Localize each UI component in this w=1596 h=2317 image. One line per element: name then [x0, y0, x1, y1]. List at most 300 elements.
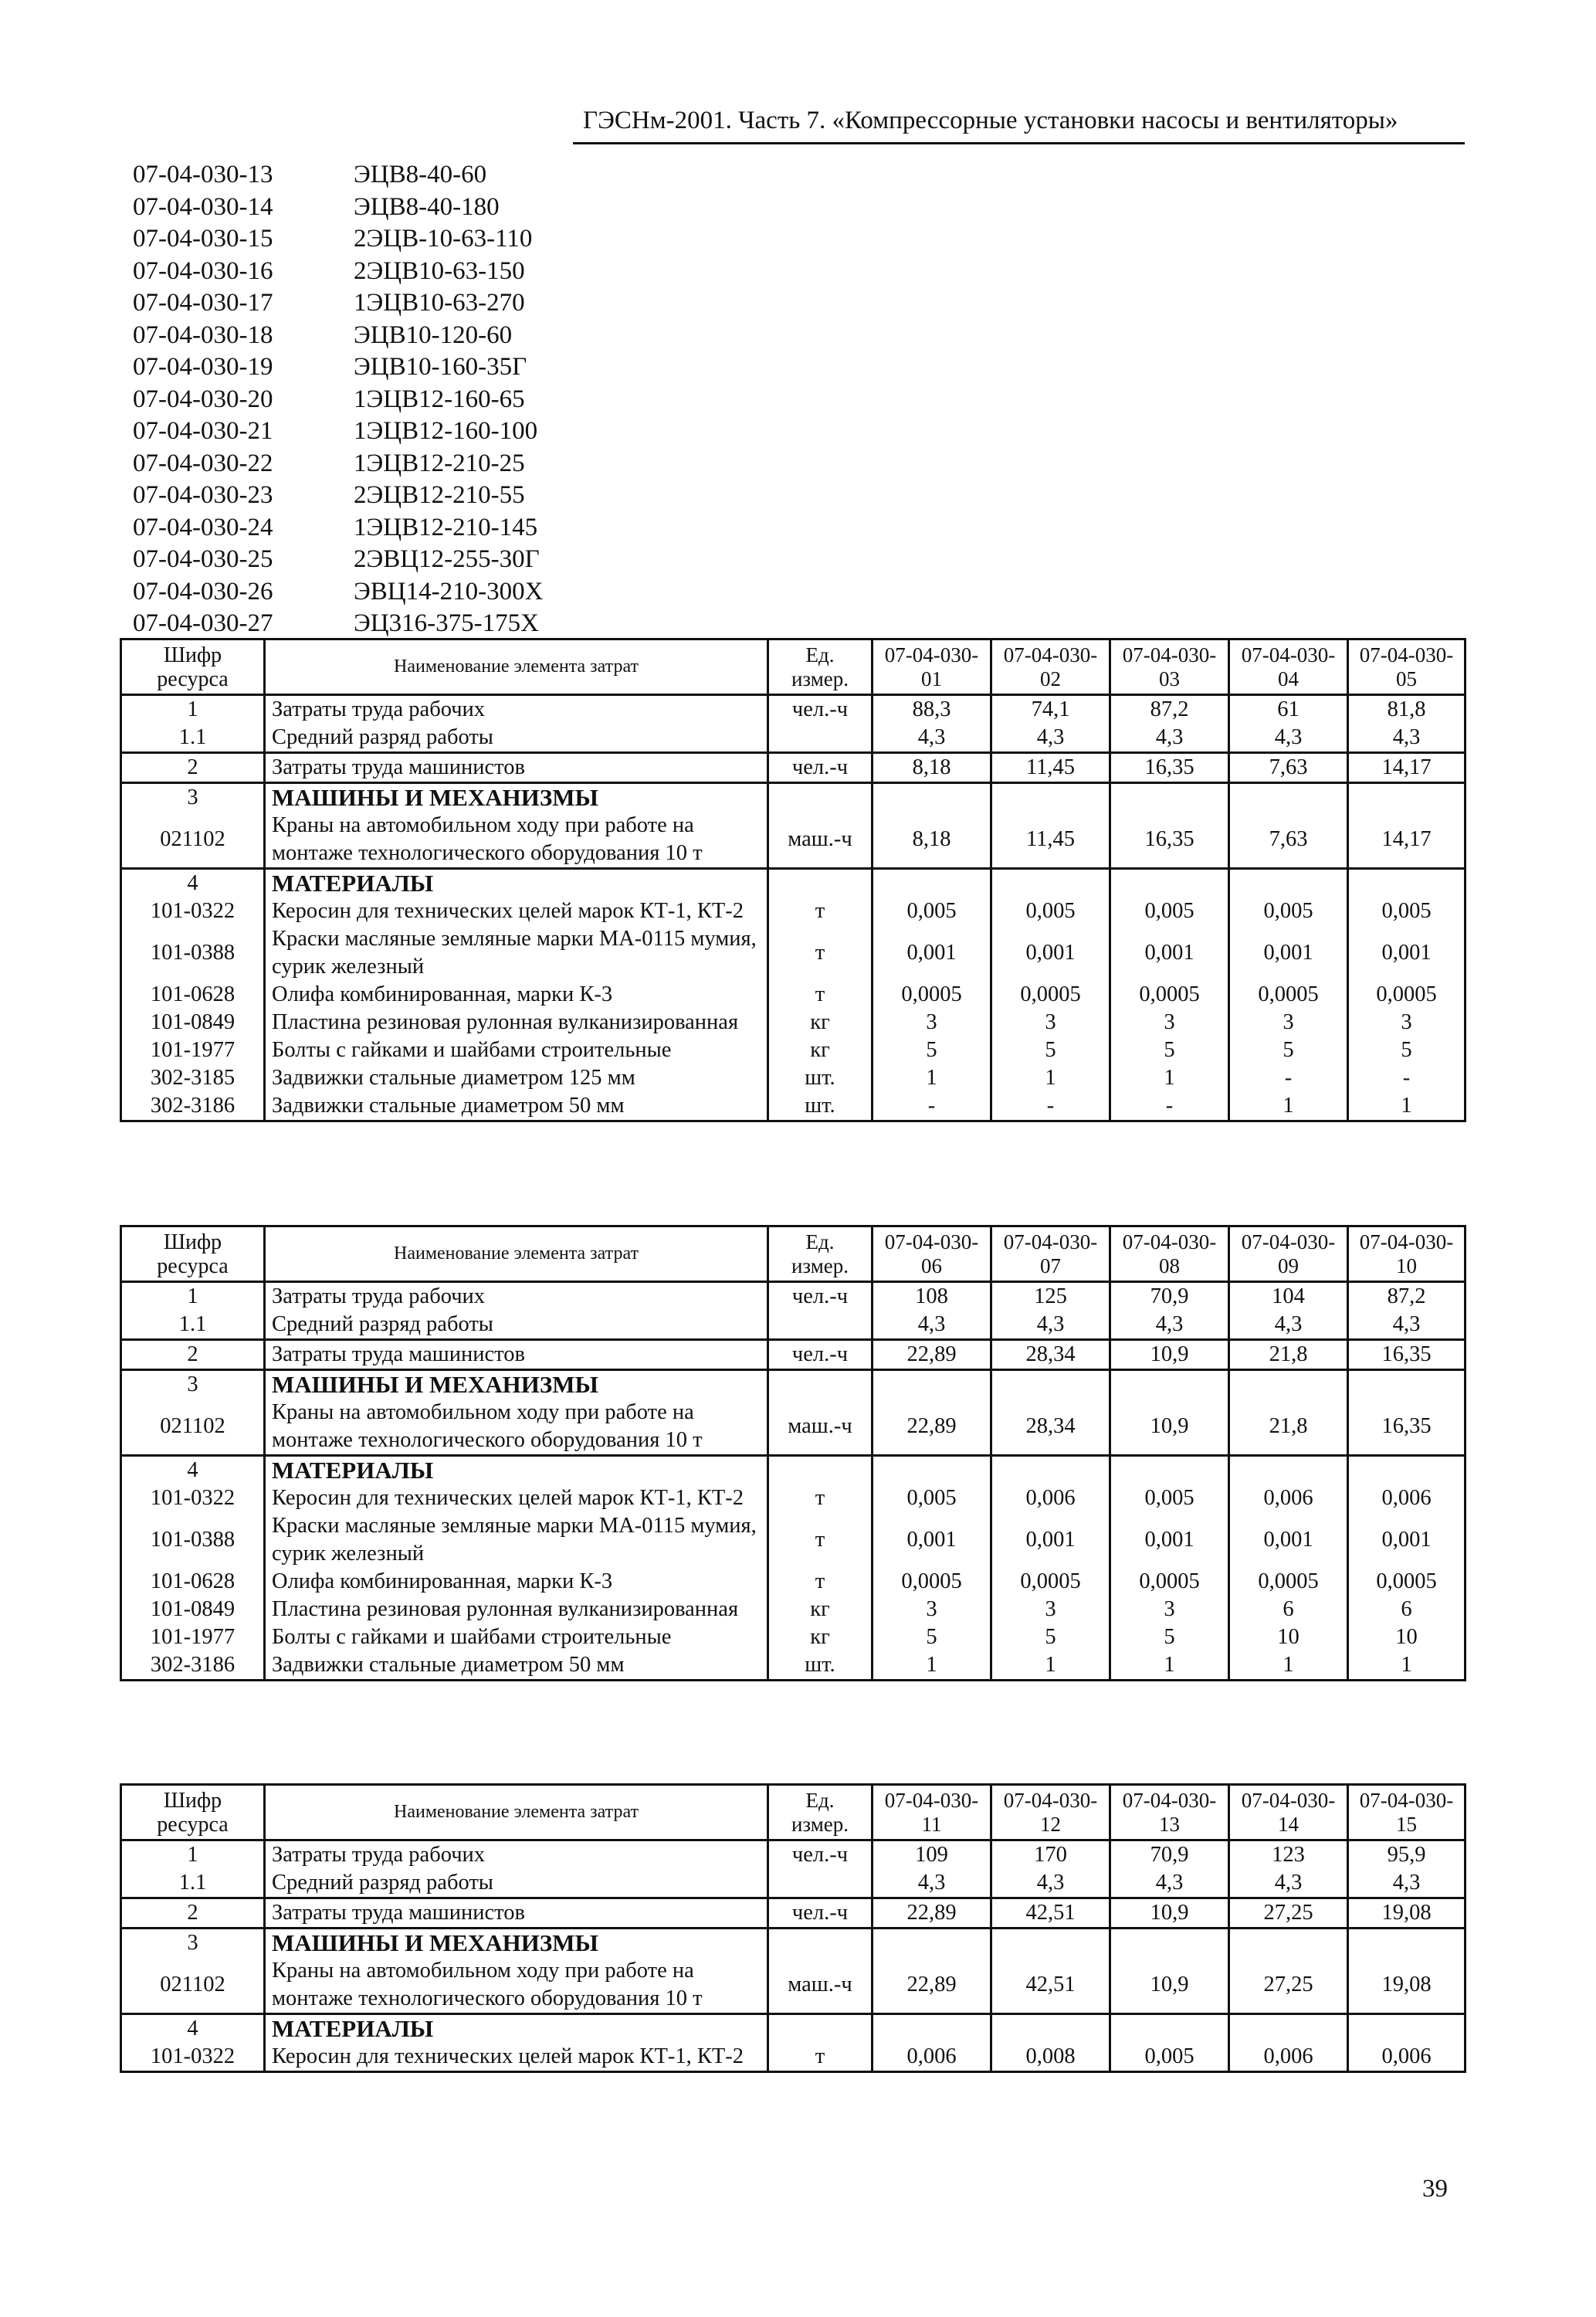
- table-header-row: [121, 1785, 1466, 1840]
- value-cell: 5: [991, 1623, 1110, 1651]
- value-cell: 0,005: [873, 1484, 991, 1512]
- cost-element-name: Краны на автомобильном ходу при работе на монтаже технологического оборудования 10 т: [265, 1957, 768, 2014]
- cost-element-name: Задвижки стальные диаметром 50 мм: [265, 1092, 768, 1121]
- unit: [768, 1311, 873, 1340]
- value-cell: 0,006: [873, 2043, 991, 2072]
- header-column-code: 07-04-030-06: [873, 1226, 991, 1282]
- value-cell: 5: [1110, 1036, 1229, 1064]
- item-name: 2ЭЦВ10-63-150: [354, 256, 525, 285]
- item-code: 07-04-030-17: [133, 289, 273, 317]
- value-cell: 88,3: [873, 695, 991, 724]
- value-cell: 42,51: [991, 1957, 1110, 2014]
- item-name: ЭЦВ10-160-35Г: [354, 353, 527, 382]
- value-cell: 125: [991, 1282, 1110, 1311]
- table-row: [121, 1957, 1466, 2014]
- resource-code: 021102: [121, 1399, 265, 1456]
- value-cell: 4,3: [1110, 724, 1229, 753]
- value-cell: 11,45: [991, 753, 1110, 783]
- value-cell: 0,001: [1110, 925, 1229, 981]
- empty-cell: [873, 1929, 991, 1958]
- item-name: 2ЭВЦ12-255-30Г: [354, 545, 540, 574]
- value-cell: 19,08: [1348, 1898, 1466, 1929]
- value-cell: 0,001: [1229, 925, 1348, 981]
- empty-cell: [1229, 1456, 1348, 1485]
- section-row: [121, 783, 1466, 812]
- value-cell: 0,001: [991, 1512, 1110, 1568]
- cost-element-name: Затраты труда рабочих: [265, 695, 768, 724]
- empty-cell: [1348, 869, 1466, 898]
- value-cell: 5: [1229, 1036, 1348, 1064]
- table-row: [121, 1064, 1466, 1092]
- header-column-code: 07-04-030-09: [1229, 1226, 1348, 1282]
- code-list-item: [133, 192, 543, 224]
- value-cell: 4,3: [1110, 1869, 1229, 1898]
- empty-cell: [1229, 1370, 1348, 1399]
- table-row: [121, 1282, 1466, 1311]
- section-row: [121, 1929, 1466, 1958]
- value-cell: 4,3: [873, 1869, 991, 1898]
- code-list-item: [133, 608, 543, 640]
- section-row: [121, 2014, 1466, 2044]
- item-code: 07-04-030-14: [133, 192, 273, 221]
- code-list-item: [133, 512, 543, 544]
- value-cell: 16,35: [1348, 1399, 1466, 1456]
- empty-cell: [873, 2014, 991, 2044]
- value-cell: 0,001: [1110, 1512, 1229, 1568]
- cost-element-name: Олифа комбинированная, марки К-3: [265, 1568, 768, 1596]
- value-cell: -: [1110, 1092, 1229, 1121]
- cost-element-name: Олифа комбинированная, марки К-3: [265, 981, 768, 1009]
- value-cell: 109: [873, 1840, 991, 1870]
- table-header-row: [121, 1226, 1466, 1282]
- unit: т: [768, 1512, 873, 1568]
- resource-code: 2: [121, 1340, 265, 1370]
- value-cell: 11,45: [991, 812, 1110, 869]
- section-row: [121, 1370, 1466, 1399]
- section-title: МАШИНЫ И МЕХАНИЗМЫ: [265, 1370, 768, 1399]
- empty-cell: [873, 783, 991, 812]
- value-cell: 14,17: [1348, 812, 1466, 869]
- cost-element-name: Краны на автомобильном ходу при работе на монтаже технологического оборудования 10 т: [265, 1399, 768, 1456]
- value-cell: 5: [873, 1623, 991, 1651]
- item-code: 07-04-030-13: [133, 161, 273, 189]
- table-row: [121, 1009, 1466, 1036]
- empty-cell: [1348, 1456, 1466, 1485]
- empty-cell: [991, 1456, 1110, 1485]
- cost-element-name: Пластина резиновая рулонная вулканизированная: [265, 1009, 768, 1036]
- item-name: 1ЭЦВ12-210-145: [354, 513, 538, 541]
- resource-code: 101-1977: [121, 1623, 265, 1651]
- table-row: [121, 897, 1466, 925]
- resource-code: 1: [121, 1282, 265, 1311]
- header-column-code: 07-04-030-14: [1229, 1785, 1348, 1840]
- item-name: ЭЦ316-375-175Х: [354, 609, 539, 638]
- value-cell: 42,51: [991, 1898, 1110, 1929]
- item-code: 07-04-030-26: [133, 577, 273, 606]
- empty-cell: [1229, 2014, 1348, 2044]
- unit: чел.-ч: [768, 753, 873, 783]
- value-cell: 1: [873, 1651, 991, 1681]
- empty-cell: [1110, 2014, 1229, 2044]
- empty-cell: [873, 869, 991, 898]
- item-name: 1ЭЦВ12-160-100: [354, 417, 538, 446]
- value-cell: 0,001: [873, 925, 991, 981]
- code-list-item: [133, 416, 543, 448]
- unit: маш.-ч: [768, 1399, 873, 1456]
- value-cell: 28,34: [991, 1399, 1110, 1456]
- cost-element-name: Средний разряд работы: [265, 1311, 768, 1340]
- value-cell: 6: [1348, 1596, 1466, 1623]
- value-cell: 0,001: [1229, 1512, 1348, 1568]
- item-code: 07-04-030-16: [133, 256, 273, 285]
- value-cell: 3: [873, 1009, 991, 1036]
- value-cell: 0,005: [991, 897, 1110, 925]
- value-cell: 10: [1348, 1623, 1466, 1651]
- value-cell: 87,2: [1110, 695, 1229, 724]
- unit: чел.-ч: [768, 1898, 873, 1929]
- value-cell: 7,63: [1229, 753, 1348, 783]
- value-cell: 0,0005: [1229, 1568, 1348, 1596]
- resource-code: 1.1: [121, 1311, 265, 1340]
- header-column-code: 07-04-030-08: [1110, 1226, 1229, 1282]
- code-list-item: [133, 480, 543, 512]
- code-list-item: [133, 287, 543, 320]
- cost-element-name: Задвижки стальные диаметром 125 мм: [265, 1064, 768, 1092]
- value-cell: 8,18: [873, 753, 991, 783]
- empty-cell: [991, 869, 1110, 898]
- table-row: [121, 1512, 1466, 1568]
- value-cell: 4,3: [991, 1869, 1110, 1898]
- resource-code: 021102: [121, 1957, 265, 2014]
- resource-code: 1: [121, 1840, 265, 1870]
- value-cell: 4,3: [1348, 1869, 1466, 1898]
- value-cell: -: [991, 1092, 1110, 1121]
- value-cell: 0,006: [991, 1484, 1110, 1512]
- empty-cell: [873, 1370, 991, 1399]
- resource-code: 1.1: [121, 1869, 265, 1898]
- resource-code: 2: [121, 1898, 265, 1929]
- unit: чел.-ч: [768, 695, 873, 724]
- cost-element-name: Средний разряд работы: [265, 1869, 768, 1898]
- value-cell: 4,3: [873, 1311, 991, 1340]
- header-column-code: 07-04-030-03: [1110, 639, 1229, 695]
- empty-cell: [1110, 1929, 1229, 1958]
- value-cell: 28,34: [991, 1340, 1110, 1370]
- header-name: Наименование элемента затрат: [265, 1785, 768, 1840]
- header-column-code: 07-04-030-07: [991, 1226, 1110, 1282]
- resource-code: 4: [121, 869, 265, 898]
- value-cell: 3: [991, 1009, 1110, 1036]
- empty-cell: [1110, 783, 1229, 812]
- table-row: [121, 1596, 1466, 1623]
- value-cell: 16,35: [1110, 753, 1229, 783]
- unit: т: [768, 981, 873, 1009]
- resource-table-1: [120, 638, 1466, 1122]
- header-unit: Ед. измер.: [768, 639, 873, 695]
- value-cell: 0,0005: [1110, 1568, 1229, 1596]
- header-code: Шифр ресурса: [121, 1785, 265, 1840]
- value-cell: 0,005: [1110, 2043, 1229, 2072]
- unit: шт.: [768, 1092, 873, 1121]
- resource-code: 1.1: [121, 724, 265, 753]
- empty-cell: [1229, 783, 1348, 812]
- value-cell: 3: [1110, 1009, 1229, 1036]
- header-column-code: 07-04-030-04: [1229, 639, 1348, 695]
- value-cell: 10: [1229, 1623, 1348, 1651]
- item-name: 1ЭЦВ12-210-25: [354, 449, 525, 477]
- value-cell: 0,0005: [1348, 981, 1466, 1009]
- unit: кг: [768, 1036, 873, 1064]
- resource-code: 302-3186: [121, 1651, 265, 1681]
- unit: т: [768, 2043, 873, 2072]
- table-row: [121, 1651, 1466, 1681]
- table-row: [121, 1399, 1466, 1456]
- resource-code: 101-0322: [121, 2043, 265, 2072]
- unit: шт.: [768, 1064, 873, 1092]
- value-cell: 14,17: [1348, 753, 1466, 783]
- unit: [768, 1869, 873, 1898]
- value-cell: 0,008: [991, 2043, 1110, 2072]
- value-cell: 6: [1229, 1596, 1348, 1623]
- resource-code: 3: [121, 1929, 265, 1958]
- table-header-row: [121, 639, 1466, 695]
- value-cell: 1: [873, 1064, 991, 1092]
- value-cell: 4,3: [873, 724, 991, 753]
- cost-element-name: Затраты труда машинистов: [265, 1340, 768, 1370]
- value-cell: 74,1: [991, 695, 1110, 724]
- value-cell: 104: [1229, 1282, 1348, 1311]
- code-list-item: [133, 384, 543, 416]
- code-list-item: [133, 448, 543, 480]
- value-cell: 0,0005: [991, 981, 1110, 1009]
- item-code: 07-04-030-25: [133, 545, 273, 574]
- table-row: [121, 1568, 1466, 1596]
- resource-code: 101-0849: [121, 1009, 265, 1036]
- value-cell: 0,006: [1229, 2043, 1348, 2072]
- value-cell: 0,006: [1229, 1484, 1348, 1512]
- resource-code: 2: [121, 753, 265, 783]
- value-cell: 27,25: [1229, 1898, 1348, 1929]
- value-cell: 81,8: [1348, 695, 1466, 724]
- value-cell: 61: [1229, 695, 1348, 724]
- item-code: 07-04-030-18: [133, 321, 273, 349]
- value-cell: 1: [991, 1651, 1110, 1681]
- value-cell: 5: [1348, 1036, 1466, 1064]
- value-cell: 21,8: [1229, 1340, 1348, 1370]
- item-name: ЭЦВ8-40-180: [354, 192, 500, 221]
- value-cell: 1: [1348, 1651, 1466, 1681]
- value-cell: 8,18: [873, 812, 991, 869]
- cost-element-name: Задвижки стальные диаметром 50 мм: [265, 1651, 768, 1681]
- section-title: МАТЕРИАЛЫ: [265, 869, 768, 898]
- item-name: ЭЦВ8-40-60: [354, 161, 487, 189]
- item-code: 07-04-030-27: [133, 609, 273, 638]
- item-name: ЭВЦ14-210-300Х: [354, 577, 544, 606]
- cost-element-name: Средний разряд работы: [265, 724, 768, 753]
- value-cell: 0,005: [1229, 897, 1348, 925]
- unit: т: [768, 1484, 873, 1512]
- value-cell: 7,63: [1229, 812, 1348, 869]
- header-column-code: 07-04-030-13: [1110, 1785, 1229, 1840]
- table-row: [121, 1623, 1466, 1651]
- code-list-item: [133, 576, 543, 609]
- resource-code: 101-0322: [121, 1484, 265, 1512]
- unit: маш.-ч: [768, 1957, 873, 2014]
- cost-element-name: Керосин для технических целей марок КТ-1, КТ-2: [265, 2043, 768, 2072]
- value-cell: 1: [1229, 1651, 1348, 1681]
- table-row: [121, 925, 1466, 981]
- cost-element-name: Краски масляные земляные марки МА-0115 мумия, сурик железный: [265, 925, 768, 981]
- empty-cell: [1110, 869, 1229, 898]
- cost-element-name: Болты с гайками и шайбами строительные: [265, 1623, 768, 1651]
- resource-code: 101-0628: [121, 1568, 265, 1596]
- value-cell: 10,9: [1110, 1898, 1229, 1929]
- value-cell: 4,3: [991, 724, 1110, 753]
- header-column-code: 07-04-030-10: [1348, 1226, 1466, 1282]
- cost-element-name: Болты с гайками и шайбами строительные: [265, 1036, 768, 1064]
- resource-code: 1: [121, 695, 265, 724]
- header-column-code: 07-04-030-01: [873, 639, 991, 695]
- item-code: 07-04-030-24: [133, 513, 273, 541]
- empty-cell: [768, 1370, 873, 1399]
- unit: чел.-ч: [768, 1840, 873, 1870]
- code-list-item: [133, 159, 543, 192]
- table-row: [121, 1898, 1466, 1929]
- value-cell: 4,3: [1348, 724, 1466, 753]
- empty-cell: [768, 783, 873, 812]
- header-column-code: 07-04-030-15: [1348, 1785, 1466, 1840]
- value-cell: 87,2: [1348, 1282, 1466, 1311]
- empty-cell: [1229, 869, 1348, 898]
- table-row: [121, 1484, 1466, 1512]
- resource-code: 101-1977: [121, 1036, 265, 1064]
- empty-cell: [1348, 1929, 1466, 1958]
- item-name: 2ЭЦВ12-210-55: [354, 481, 525, 510]
- resource-table-3: [120, 1783, 1466, 2073]
- cost-element-name: Затраты труда рабочих: [265, 1282, 768, 1311]
- value-cell: 1: [1229, 1092, 1348, 1121]
- section-row: [121, 869, 1466, 898]
- empty-cell: [1348, 783, 1466, 812]
- value-cell: 70,9: [1110, 1840, 1229, 1870]
- table-row: [121, 1340, 1466, 1370]
- section-title: МАТЕРИАЛЫ: [265, 1456, 768, 1485]
- code-list-item: [133, 544, 543, 576]
- item-code: 07-04-030-19: [133, 353, 273, 382]
- cost-element-name: Краски масляные земляные марки МА-0115 мумия, сурик железный: [265, 1512, 768, 1568]
- table-row: [121, 724, 1466, 753]
- value-cell: 27,25: [1229, 1957, 1348, 2014]
- value-cell: -: [1348, 1064, 1466, 1092]
- value-cell: 0,0005: [1229, 981, 1348, 1009]
- unit: маш.-ч: [768, 812, 873, 869]
- value-cell: 0,0005: [1348, 1568, 1466, 1596]
- value-cell: 3: [1229, 1009, 1348, 1036]
- value-cell: 3: [873, 1596, 991, 1623]
- item-name: ЭЦВ10-120-60: [354, 321, 513, 349]
- value-cell: 3: [1110, 1596, 1229, 1623]
- header-name: Наименование элемента затрат: [265, 1226, 768, 1282]
- empty-cell: [1348, 2014, 1466, 2044]
- value-cell: 0,0005: [873, 981, 991, 1009]
- header-unit: Ед. измер.: [768, 1226, 873, 1282]
- header-column-code: 07-04-030-11: [873, 1785, 991, 1840]
- table-row: [121, 1311, 1466, 1340]
- value-cell: 22,89: [873, 1399, 991, 1456]
- value-cell: 95,9: [1348, 1840, 1466, 1870]
- value-cell: 4,3: [1348, 1311, 1466, 1340]
- value-cell: 0,005: [873, 897, 991, 925]
- cost-element-name: Пластина резиновая рулонная вулканизированная: [265, 1596, 768, 1623]
- value-cell: 1: [1348, 1092, 1466, 1121]
- empty-cell: [1110, 1370, 1229, 1399]
- resource-code: 302-3185: [121, 1064, 265, 1092]
- value-cell: 170: [991, 1840, 1110, 1870]
- empty-cell: [873, 1456, 991, 1485]
- cost-element-name: Затраты труда рабочих: [265, 1840, 768, 1870]
- empty-cell: [1110, 1456, 1229, 1485]
- code-list-item: [133, 320, 543, 352]
- value-cell: 0,005: [1348, 897, 1466, 925]
- item-name: 1ЭЦВ10-63-270: [354, 289, 525, 317]
- header-name: Наименование элемента затрат: [265, 639, 768, 695]
- value-cell: 22,89: [873, 1957, 991, 2014]
- table-row: [121, 812, 1466, 869]
- section-title: МАТЕРИАЛЫ: [265, 2014, 768, 2044]
- value-cell: 0,001: [991, 925, 1110, 981]
- value-cell: -: [873, 1092, 991, 1121]
- cost-element-name: Керосин для технических целей марок КТ-1, КТ-2: [265, 1484, 768, 1512]
- value-cell: 0,0005: [873, 1568, 991, 1596]
- header-rule: [573, 142, 1465, 144]
- item-code: 07-04-030-22: [133, 449, 273, 477]
- table-row: [121, 1092, 1466, 1121]
- page-number: 39: [1422, 2175, 1448, 2203]
- value-cell: 10,9: [1110, 1340, 1229, 1370]
- resource-code: 101-0628: [121, 981, 265, 1009]
- value-cell: 5: [1110, 1623, 1229, 1651]
- value-cell: 21,8: [1229, 1399, 1348, 1456]
- table-row: [121, 1840, 1466, 1870]
- section-title: МАШИНЫ И МЕХАНИЗМЫ: [265, 783, 768, 812]
- table-row: [121, 695, 1466, 724]
- empty-cell: [1348, 1370, 1466, 1399]
- value-cell: 108: [873, 1282, 991, 1311]
- unit: шт.: [768, 1651, 873, 1681]
- header-column-code: 07-04-030-05: [1348, 639, 1466, 695]
- cost-element-name: Затраты труда машинистов: [265, 1898, 768, 1929]
- code-list-item: [133, 223, 543, 256]
- value-cell: 0,001: [1348, 1512, 1466, 1568]
- item-name: 1ЭЦВ12-160-65: [354, 385, 525, 413]
- value-cell: 10,9: [1110, 1957, 1229, 2014]
- table-row: [121, 1869, 1466, 1898]
- empty-cell: [768, 869, 873, 898]
- unit: чел.-ч: [768, 1340, 873, 1370]
- value-cell: 16,35: [1110, 812, 1229, 869]
- cost-element-name: Краны на автомобильном ходу при работе на монтаже технологического оборудования 10 т: [265, 812, 768, 869]
- value-cell: 0,001: [873, 1512, 991, 1568]
- resource-code: 101-0849: [121, 1596, 265, 1623]
- unit: кг: [768, 1009, 873, 1036]
- header-column-code: 07-04-030-02: [991, 639, 1110, 695]
- unit: т: [768, 897, 873, 925]
- resource-code: 101-0388: [121, 1512, 265, 1568]
- header-unit: Ед. измер.: [768, 1785, 873, 1840]
- value-cell: 16,35: [1348, 1340, 1466, 1370]
- empty-cell: [768, 1456, 873, 1485]
- value-cell: 5: [873, 1036, 991, 1064]
